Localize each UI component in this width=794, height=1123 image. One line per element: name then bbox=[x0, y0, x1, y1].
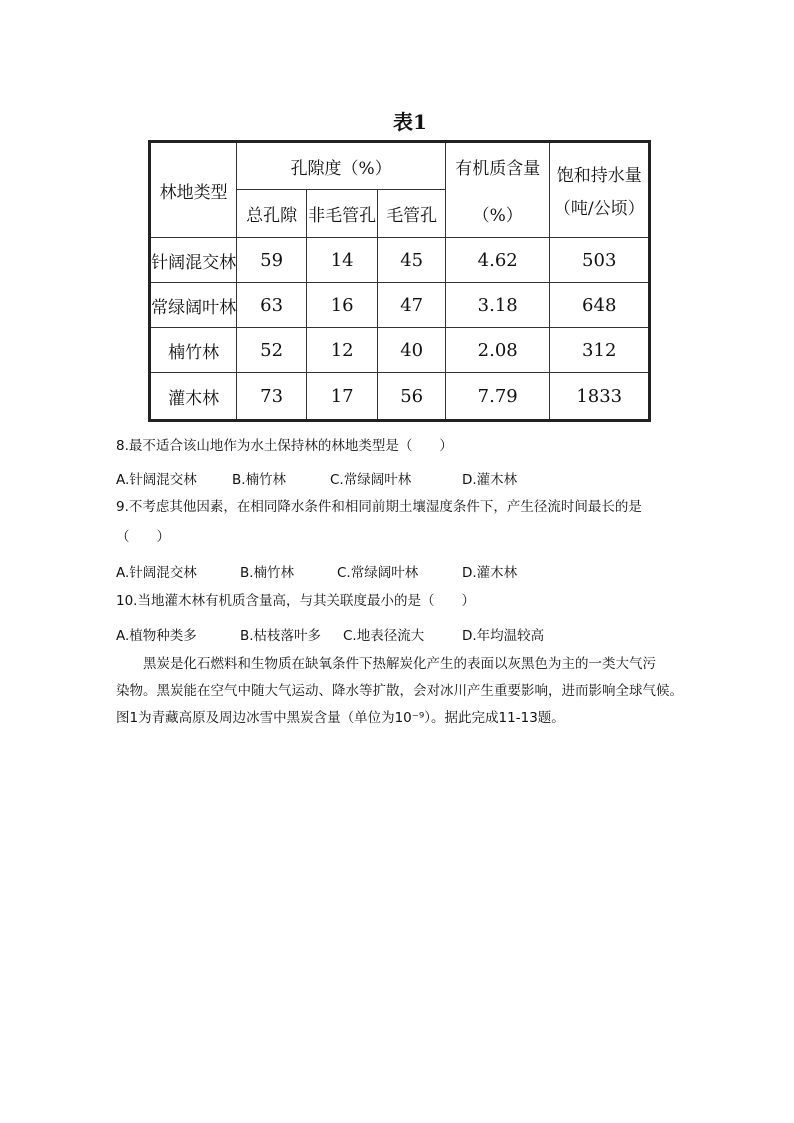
cell-water: 1833 bbox=[550, 373, 650, 421]
question-10-stem: 10.当地灌木林有机质含量高，与其关联度最小的是（ ） bbox=[116, 593, 475, 609]
option-d: D.灌木林 bbox=[462, 565, 518, 581]
cell-noncap: 12 bbox=[306, 328, 378, 373]
cell-cap: 40 bbox=[378, 328, 446, 373]
table-row bbox=[150, 238, 650, 283]
header-noncapillary: 非毛管孔 bbox=[306, 190, 378, 238]
question-9-stem-continuation: （ ） bbox=[116, 529, 170, 545]
question-9-stem: 9.不考虑其他因素，在相同降水条件和相同前期土壤湿度条件下，产生径流时间最长的是 bbox=[116, 499, 642, 515]
cell-noncap: 16 bbox=[306, 283, 378, 328]
passage bbox=[116, 651, 684, 732]
cell-cap: 56 bbox=[378, 373, 446, 421]
cell-water: 648 bbox=[550, 283, 650, 328]
header-porosity: 孔隙度（%） bbox=[237, 142, 446, 190]
option-a: A.针阔混交林 bbox=[116, 565, 197, 581]
passage-line: 染物。黑炭能在空气中随大气运动、降水等扩散，会对冰川产生重要影响，进而影响全球气候。 bbox=[116, 683, 683, 699]
cell-organic: 3.18 bbox=[445, 283, 549, 328]
cell-noncap: 14 bbox=[306, 238, 378, 283]
forest-soil-table bbox=[148, 140, 651, 422]
option-b: B.楠竹林 bbox=[232, 472, 287, 488]
passage-line: 图1为青藏高原及周边冰雪中黑炭含量（单位为10⁻⁹）。据此完成11-13题。 bbox=[116, 710, 565, 726]
cell-forest-type: 常绿阔叶林 bbox=[150, 283, 237, 328]
table-caption: 表1 bbox=[393, 110, 427, 134]
cell-total: 73 bbox=[237, 373, 307, 421]
header-water-capacity-line2: （吨/公顷） bbox=[553, 199, 645, 219]
cell-forest-type: 灌木林 bbox=[150, 373, 237, 421]
table-row bbox=[150, 283, 650, 328]
option-b: B.枯枝落叶多 bbox=[240, 628, 322, 644]
cell-total: 63 bbox=[237, 283, 307, 328]
cell-water: 503 bbox=[550, 238, 650, 283]
header-water-capacity-line1: 饱和持水量 bbox=[556, 166, 642, 186]
option-c: C.常绿阔叶林 bbox=[337, 565, 419, 581]
cell-cap: 45 bbox=[378, 238, 446, 283]
option-d: D.年均温较高 bbox=[462, 628, 545, 644]
passage-line: 黑炭是化石燃料和生物质在缺氧条件下热解炭化产生的表面以灰黑色为主的一类大气污 bbox=[116, 656, 656, 672]
header-organic: 有机质含量 bbox=[445, 142, 549, 190]
header-forest-type: 林地类型 bbox=[150, 142, 237, 238]
table-row bbox=[150, 373, 650, 421]
cell-water: 312 bbox=[550, 328, 650, 373]
option-a: A.针阔混交林 bbox=[116, 472, 197, 488]
header-total-porosity: 总孔隙 bbox=[237, 190, 307, 238]
cell-organic: 2.08 bbox=[445, 328, 549, 373]
table-row bbox=[150, 328, 650, 373]
cell-forest-type: 楠竹林 bbox=[150, 328, 237, 373]
option-d: D.灌木林 bbox=[462, 472, 518, 488]
option-a: A.植物种类多 bbox=[116, 628, 197, 644]
question-8-stem: 8.最不适合该山地作为水土保持林的林地类型是（ ） bbox=[116, 438, 453, 454]
cell-cap: 47 bbox=[378, 283, 446, 328]
header-capillary: 毛管孔 bbox=[378, 190, 446, 238]
option-c: C.常绿阔叶林 bbox=[330, 472, 412, 488]
option-c: C.地表径流大 bbox=[343, 628, 425, 644]
cell-forest-type: 针阔混交林 bbox=[150, 238, 237, 283]
cell-organic: 7.79 bbox=[445, 373, 549, 421]
cell-organic: 4.62 bbox=[445, 238, 549, 283]
header-organic-unit: （%） bbox=[445, 190, 549, 238]
option-b: B.楠竹林 bbox=[240, 565, 295, 581]
cell-total: 59 bbox=[237, 238, 307, 283]
cell-noncap: 17 bbox=[306, 373, 378, 421]
header-water-capacity bbox=[550, 142, 650, 238]
cell-total: 52 bbox=[237, 328, 307, 373]
